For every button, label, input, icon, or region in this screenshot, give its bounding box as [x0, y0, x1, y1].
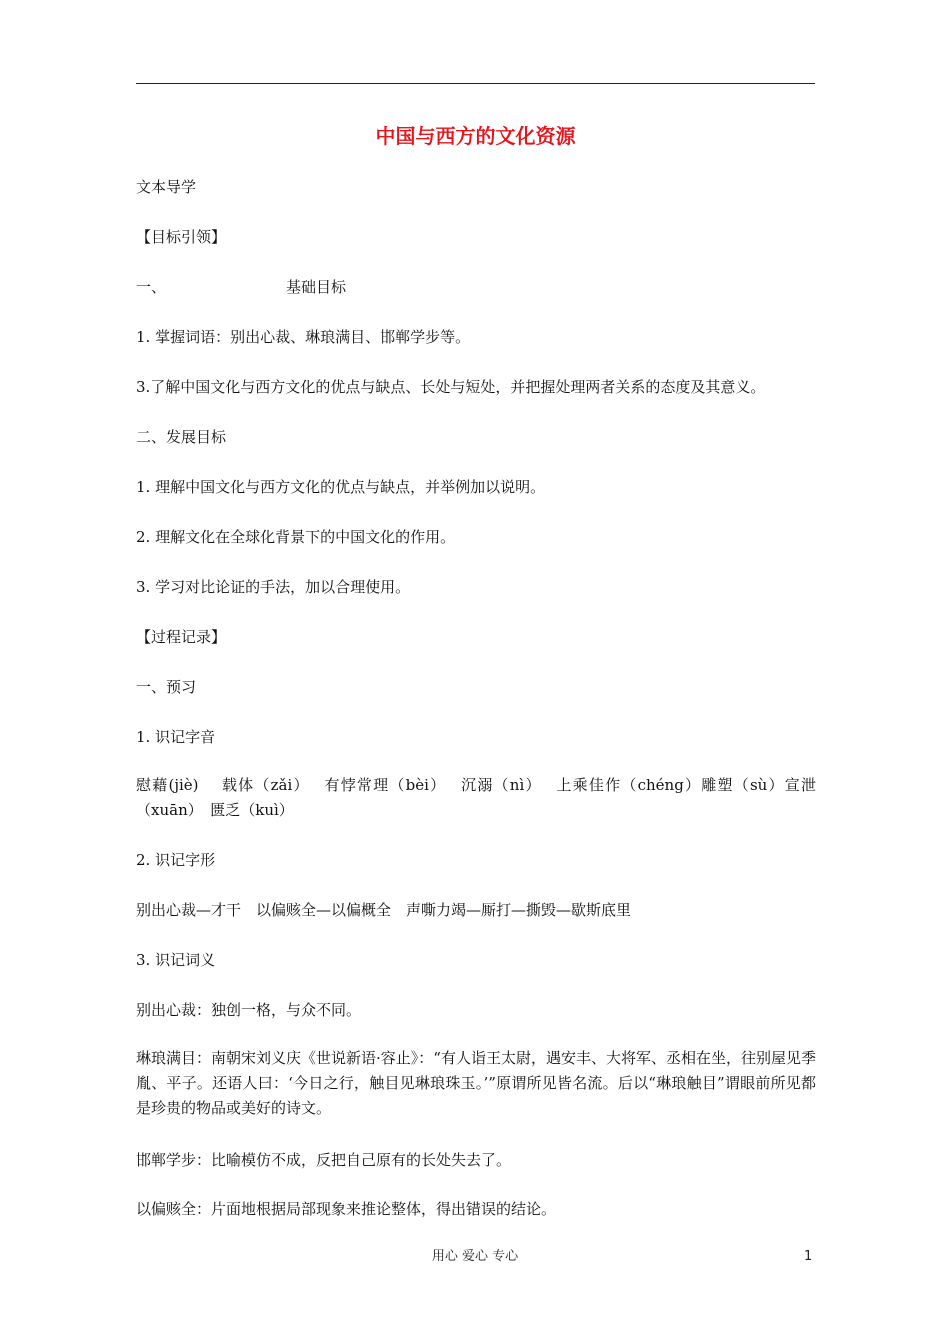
definition-paragraph: 以偏赅全：片面地根据局部现象来推论整体，得出错误的结论。 [136, 1200, 557, 1218]
subheading-basic-goals [136, 275, 816, 300]
page-number: 1 [804, 1249, 813, 1264]
item-character-forms: 2. 识记字形 [136, 851, 216, 869]
goal-item: 3. 学习对比论证的手法，加以合理使用。 [136, 578, 411, 596]
subheading-number: 一、 [136, 278, 167, 296]
subheading-label: 基础目标 [286, 278, 347, 296]
section-heading-process: 【过程记录】 [136, 628, 227, 646]
goal-item: 1. 理解中国文化与西方文化的优点与缺点，并举例加以说明。 [136, 478, 546, 496]
pronunciation-list: 慰藉(jiè) 载体（zǎi） 有悖常理（bèi） 沉溺（nì） 上乘佳作（chéng）雕塑（sù）宣泄（xuān） 匮乏（kuì） [136, 776, 816, 819]
document-title: 中国与西方的文化资源 [375, 124, 576, 148]
goal-item: 3.了解中国文化与西方文化的优点与缺点、长处与短处，并把握处理两者关系的态度及其意义。 [136, 378, 766, 396]
footer-slogan: 用心 爱心 专心 [431, 1249, 519, 1264]
item-word-meanings: 3. 识记词义 [136, 951, 216, 969]
header-rule [136, 83, 815, 84]
section-heading-goals: 【目标引领】 [136, 228, 227, 246]
definition-paragraph: 邯郸学步：比喻模仿不成，反把自己原有的长处失去了。 [136, 1151, 512, 1169]
goal-item: 1. 掌握词语：别出心裁、琳琅满目、邯郸学步等。 [136, 328, 471, 346]
item-pronunciation: 1. 识记字音 [136, 728, 216, 746]
goal-item: 2. 理解文化在全球化背景下的中国文化的作用。 [136, 528, 456, 546]
definition-paragraph: 琳琅满目：南朝宋刘义庆《世说新语·容止》：“有人诣王太尉，遇安丰、大将军、丞相在坐，往别屋见季胤、平子。还语人曰：‘今日之行，触目见琳琅珠玉。’”原谓所见皆名流。后以“琳琅触目”谓眼前所见都是珍贵的物品或美好的诗文。 [136, 1049, 816, 1117]
definition-paragraph: 别出心裁：独创一格，与众不同。 [136, 1001, 362, 1019]
subheading-development-goals: 二、发展目标 [136, 428, 227, 446]
character-forms-list: 别出心裁—才干 以偏赅全—以偏概全 声嘶力竭—厮打—撕毁—歇斯底里 [136, 901, 632, 919]
subheading-preview: 一、预习 [136, 678, 197, 696]
section-heading-text-guide: 文本导学 [136, 178, 197, 196]
